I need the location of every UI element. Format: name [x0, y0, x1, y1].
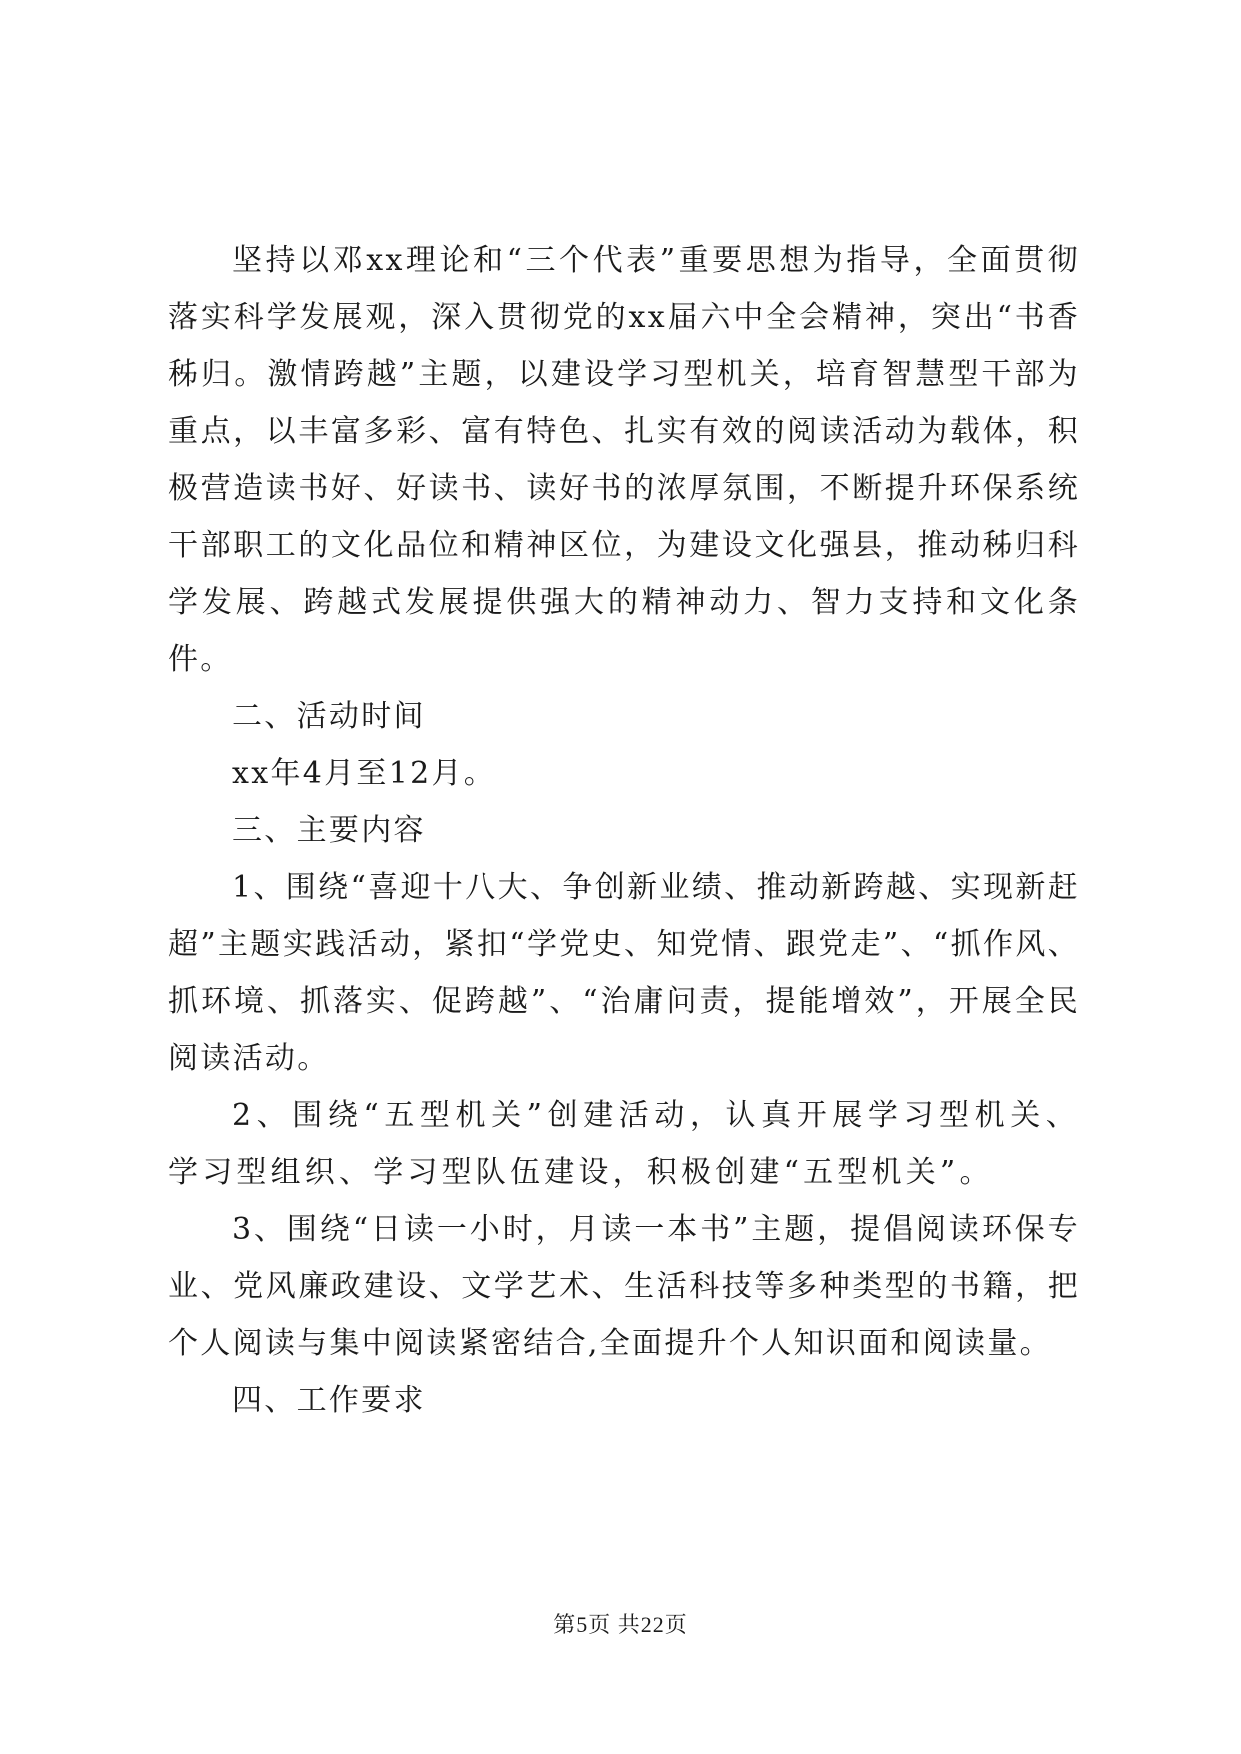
page-number-footer: 第5页 共22页 — [553, 1612, 688, 1637]
main-content-item-2: 2、围绕“五型机关”创建活动，认真开展学习型机关、学习型组织、学习型队伍建设，积极创建“五型机关”。 — [168, 1098, 1080, 1190]
section-heading-work-requirements: 四、工作要求 — [232, 1383, 426, 1418]
activity-time-paragraph: xx年4月至12月。 — [232, 756, 497, 791]
main-content-item-1: 1、围绕“喜迎十八大、争创新业绩、推动新跨越、实现新赶超”主题实践活动，紧扣“学党史、知党情、跟党走”、“抓作风、抓环境、抓落实、促跨越”、“治庸问责，提能增效”，开展全民阅读活动。 — [168, 870, 1080, 1076]
guiding-principle-paragraph: 坚持以邓xx理论和“三个代表”重要思想为指导，全面贯彻落实科学发展观，深入贯彻党的xx届六中全会精神，突出“书香秭归。激情跨越”主题，以建设学习型机关，培育智慧型干部为重点，以丰富多彩、富有特色、扎实有效的阅读活动为载体，积极营造读书好、好读书、读好书的浓厚氛围，不断提升环保系统干部职工的文化品位和精神区位，为建设文化强县，推动秭归科学发展、跨越式发展提供强大的精神动力、智力支持和文化条件。 — [168, 243, 1080, 677]
main-content-item-3: 3、围绕“日读一小时，月读一本书”主题，提倡阅读环保专业、党风廉政建设、文学艺术、生活科技等多种类型的书籍，把个人阅读与集中阅读紧密结合,全面提升个人知识面和阅读量。 — [168, 1212, 1080, 1361]
section-heading-main-content: 三、主要内容 — [232, 813, 426, 848]
document-body — [168, 232, 1080, 1429]
section-heading-activity-time: 二、活动时间 — [232, 699, 426, 734]
